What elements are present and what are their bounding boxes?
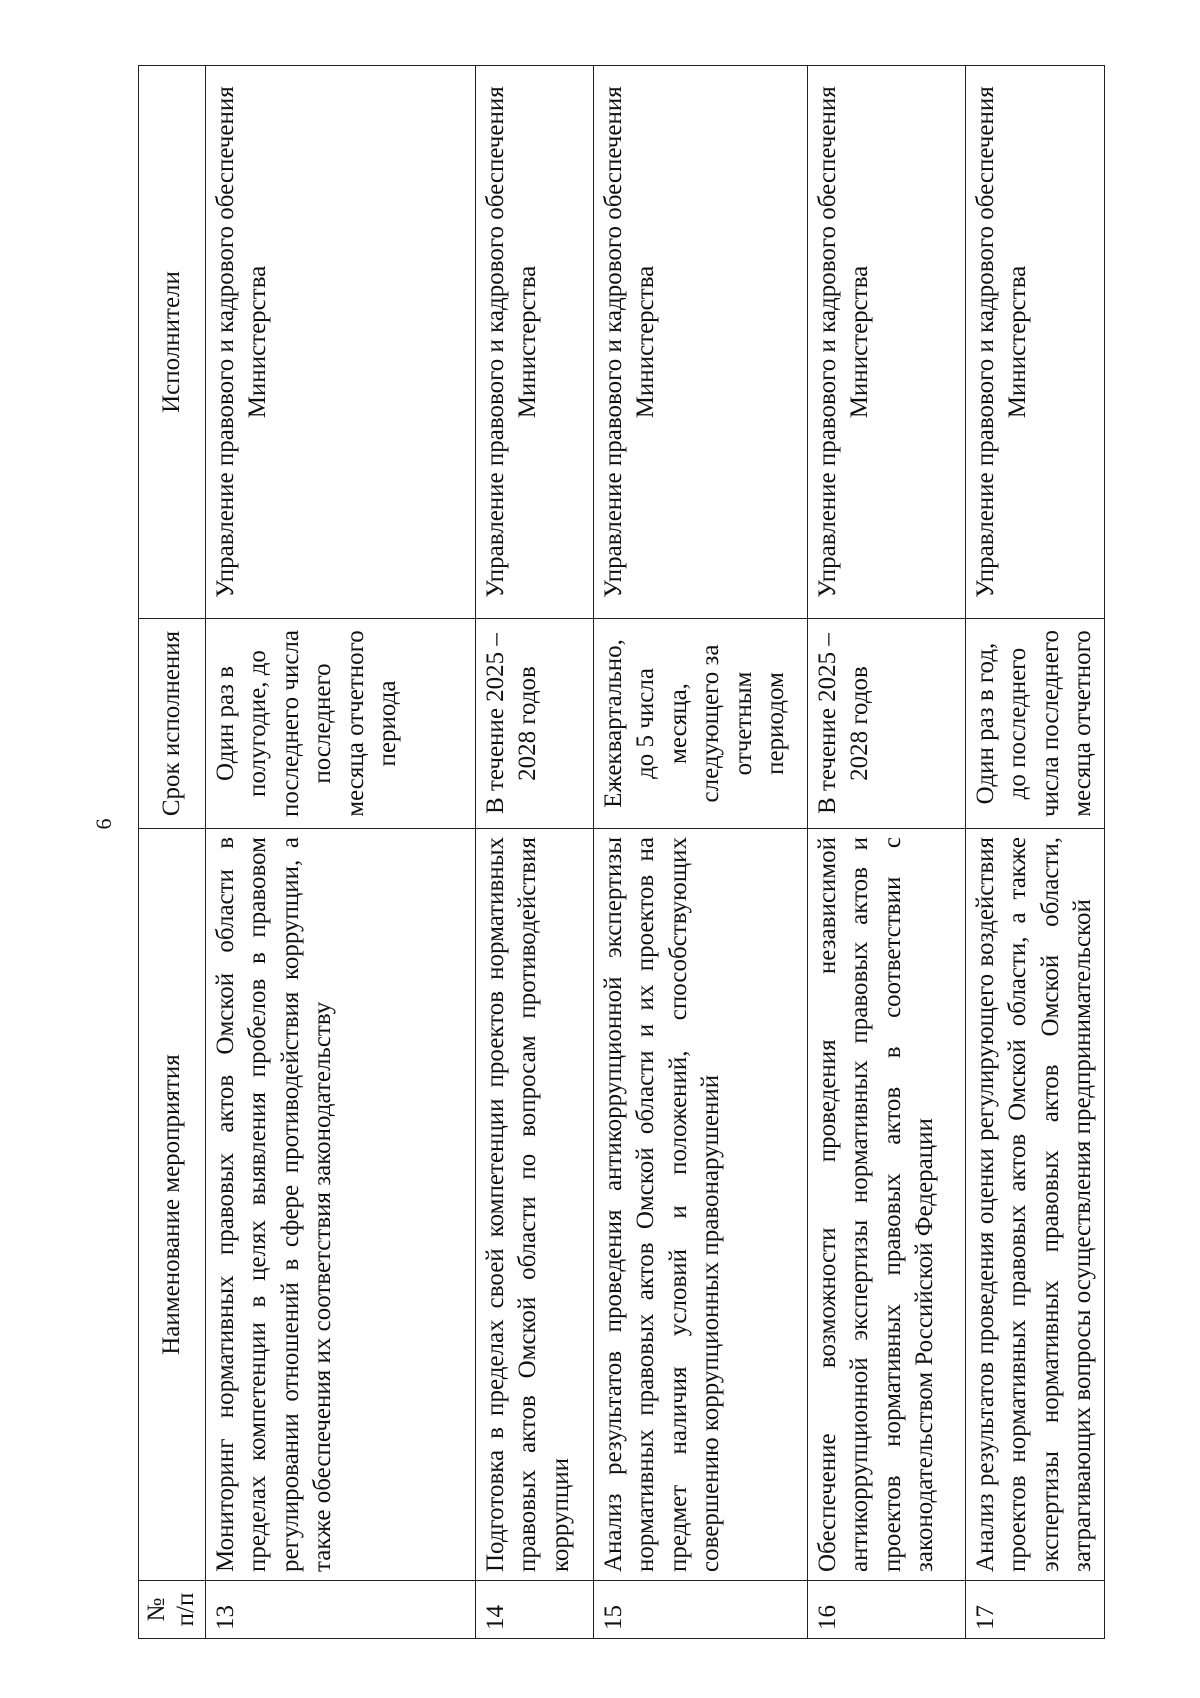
row-number: 15 (593, 1581, 807, 1639)
row-executor: Управление правового и кадрового обеспечения Министерства (475, 66, 593, 619)
table-row (807, 66, 965, 1639)
header-term: Срок исполнения (139, 619, 206, 829)
row-number: 14 (475, 1581, 593, 1639)
page-number: 6 (91, 818, 116, 830)
row-measure-name: Подготовка в пределах своей компетенции проектов нормативных правовых актов Омской области по вопросам противодействия коррупции (475, 829, 593, 1581)
row-number: 16 (807, 1581, 965, 1639)
row-term: Один раз в год, до последнего числа последнего месяца отчетного (965, 619, 1104, 829)
table-row (965, 66, 1104, 1639)
header-executor: Исполнители (139, 66, 206, 619)
row-term: Ежеквартально, до 5 числа месяца, следующего за отчетным периодом (593, 619, 807, 829)
row-measure-name: Анализ результатов проведения антикоррупционной экспертизы нормативных правовых актов Омской области и их проектов на предмет наличия условий и положений, способствующих совершению коррупционных правонарушений (593, 829, 807, 1581)
row-executor: Управление правового и кадрового обеспечения Министерства (965, 66, 1104, 619)
table-row (475, 66, 593, 1639)
row-executor: Управление правового и кадрового обеспечения Министерства (593, 66, 807, 619)
header-number-line1: № (143, 1597, 170, 1622)
row-measure-name: Обеспечение возможности проведения независимой антикоррупционной экспертизы нормативных правовых актов и проектов нормативных правовых актов в соответствии с законодательством Российской Федерации (807, 829, 965, 1581)
row-term: В течение 2025 – 2028 годов (475, 619, 593, 829)
row-term: В течение 2025 – 2028 годов (807, 619, 965, 829)
table-header-row (139, 66, 206, 1639)
header-number-line2: п/п (171, 1592, 199, 1627)
table-row (593, 66, 807, 1639)
row-number: 13 (205, 1581, 475, 1639)
table-row (205, 66, 475, 1639)
row-measure-name: Мониторинг нормативных правовых актов Омской области в пределах компетенции в целях выявления пробелов в правовом регулировании отношений в сфере противодействия коррупции, а также обеспечения их соответствия законодательству (205, 829, 475, 1581)
measures-table (138, 65, 1105, 1639)
row-term: Один раз в полугодие, до последнего числа последнего месяца отчетного периода (205, 619, 475, 829)
row-number: 17 (965, 1581, 1104, 1639)
row-executor: Управление правового и кадрового обеспечения Министерства (205, 66, 475, 619)
row-measure-name: Анализ результатов проведения оценки регулирующего воздействия проектов нормативных правовых актов Омской области, а также экспертизы нормативных правовых актов Омской области, затрагивающих вопросы осуществления предпринимательской (965, 829, 1104, 1581)
header-number (139, 1581, 206, 1639)
row-executor: Управление правового и кадрового обеспечения Министерства (807, 66, 965, 619)
rotated-table-container (138, 66, 1096, 1639)
header-measure-name: Наименование мероприятия (139, 829, 206, 1581)
